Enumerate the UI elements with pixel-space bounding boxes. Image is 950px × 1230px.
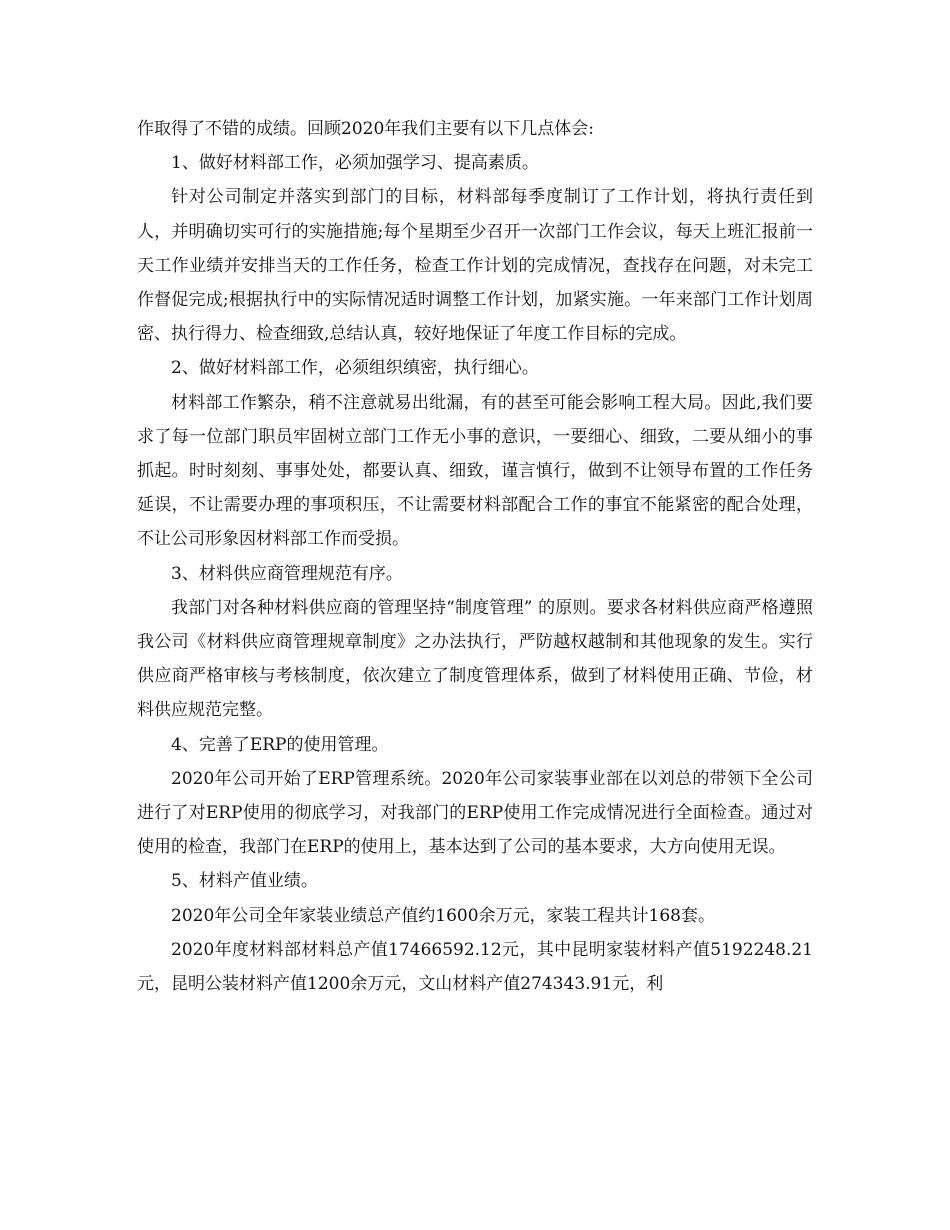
- paragraph-section-1: 针对公司制定并落实到部门的目标，材料部每季度制订了工作计划，将执行责任到人，并明确切实可行的实施措施;每个星期至少召开一次部门工作会议，每天上班汇报前一天工作业绩并安排当天的工作任务，检查工作计划的完成情况，查找存在问题，对未完工作督促完成;根据执行中的实际情况适时调整工作计划，加紧实施。一年来部门工作计划周密、执行得力、检查细致,总结认真，较好地保证了年度工作目标的完成。: [137, 187, 813, 345]
- section-heading-1: 1、做好材料部工作，必须加强学习、提高素质。: [171, 153, 539, 174]
- paragraph-section-3: 我部门对各种材料供应商的管理坚持“制度管理” 的原则。要求各材料供应商严格遵照我公司《材料供应商管理规章制度》之办法执行，严防越权越制和其他现象的发生。实行供应商严格审核与考核制度，依次建立了制度管理体系，做到了材料使用正确、节俭，材料供应规范完整。: [137, 597, 813, 721]
- paragraph-section-5-total: 2020年公司全年家装业绩总产值约1600余万元，家装工程共计168套。: [171, 905, 715, 926]
- paragraph-section-4: 2020年公司开始了ERP管理系统。2020年公司家装事业部在以刘总的带领下全公司进行了对ERP使用的彻底学习，对我部门的ERP使用工作完成情况进行全面检查。通过对使用的检查，我部门在ERP的使用上，基本达到了公司的基本要求，大方向使用无误。: [137, 768, 813, 858]
- section-heading-3: 3、材料供应商管理规范有序。: [171, 563, 403, 584]
- paragraph-section-5-materials: 2020年度材料部材料总产值17466592.12元，其中昆明家装材料产值5192248.21元，昆明公装材料产值1200余万元，文山材料产值274343.91元，利: [137, 939, 813, 995]
- section-heading-5: 5、材料产值业绩。: [171, 871, 318, 892]
- paragraph-section-2: 材料部工作繁杂，稍不注意就易出纰漏，有的甚至可能会影响工程大局。因此,我们要求了每一位部门职员牢固树立部门工作无小事的意识，一要细心、细致，二要从细小的事抓起。时时刻刻、事事处处，都要认真、细致，谨言慎行，做到不让领导布置的工作任务延误，不让需要办理的事项积压，不让需要材料部配合工作的事宜不能紧密的配合处理，不让公司形象因材料部工作而受损。: [137, 392, 813, 550]
- section-heading-2: 2、做好材料部工作，必须组织缜密，执行细心。: [171, 358, 539, 379]
- paragraph-intro: 作取得了不错的成绩。回顾2020年我们主要有以下几点体会:: [137, 119, 594, 139]
- document-page: [137, 112, 813, 1001]
- section-heading-4: 4、完善了ERP的使用管理。: [171, 734, 389, 755]
